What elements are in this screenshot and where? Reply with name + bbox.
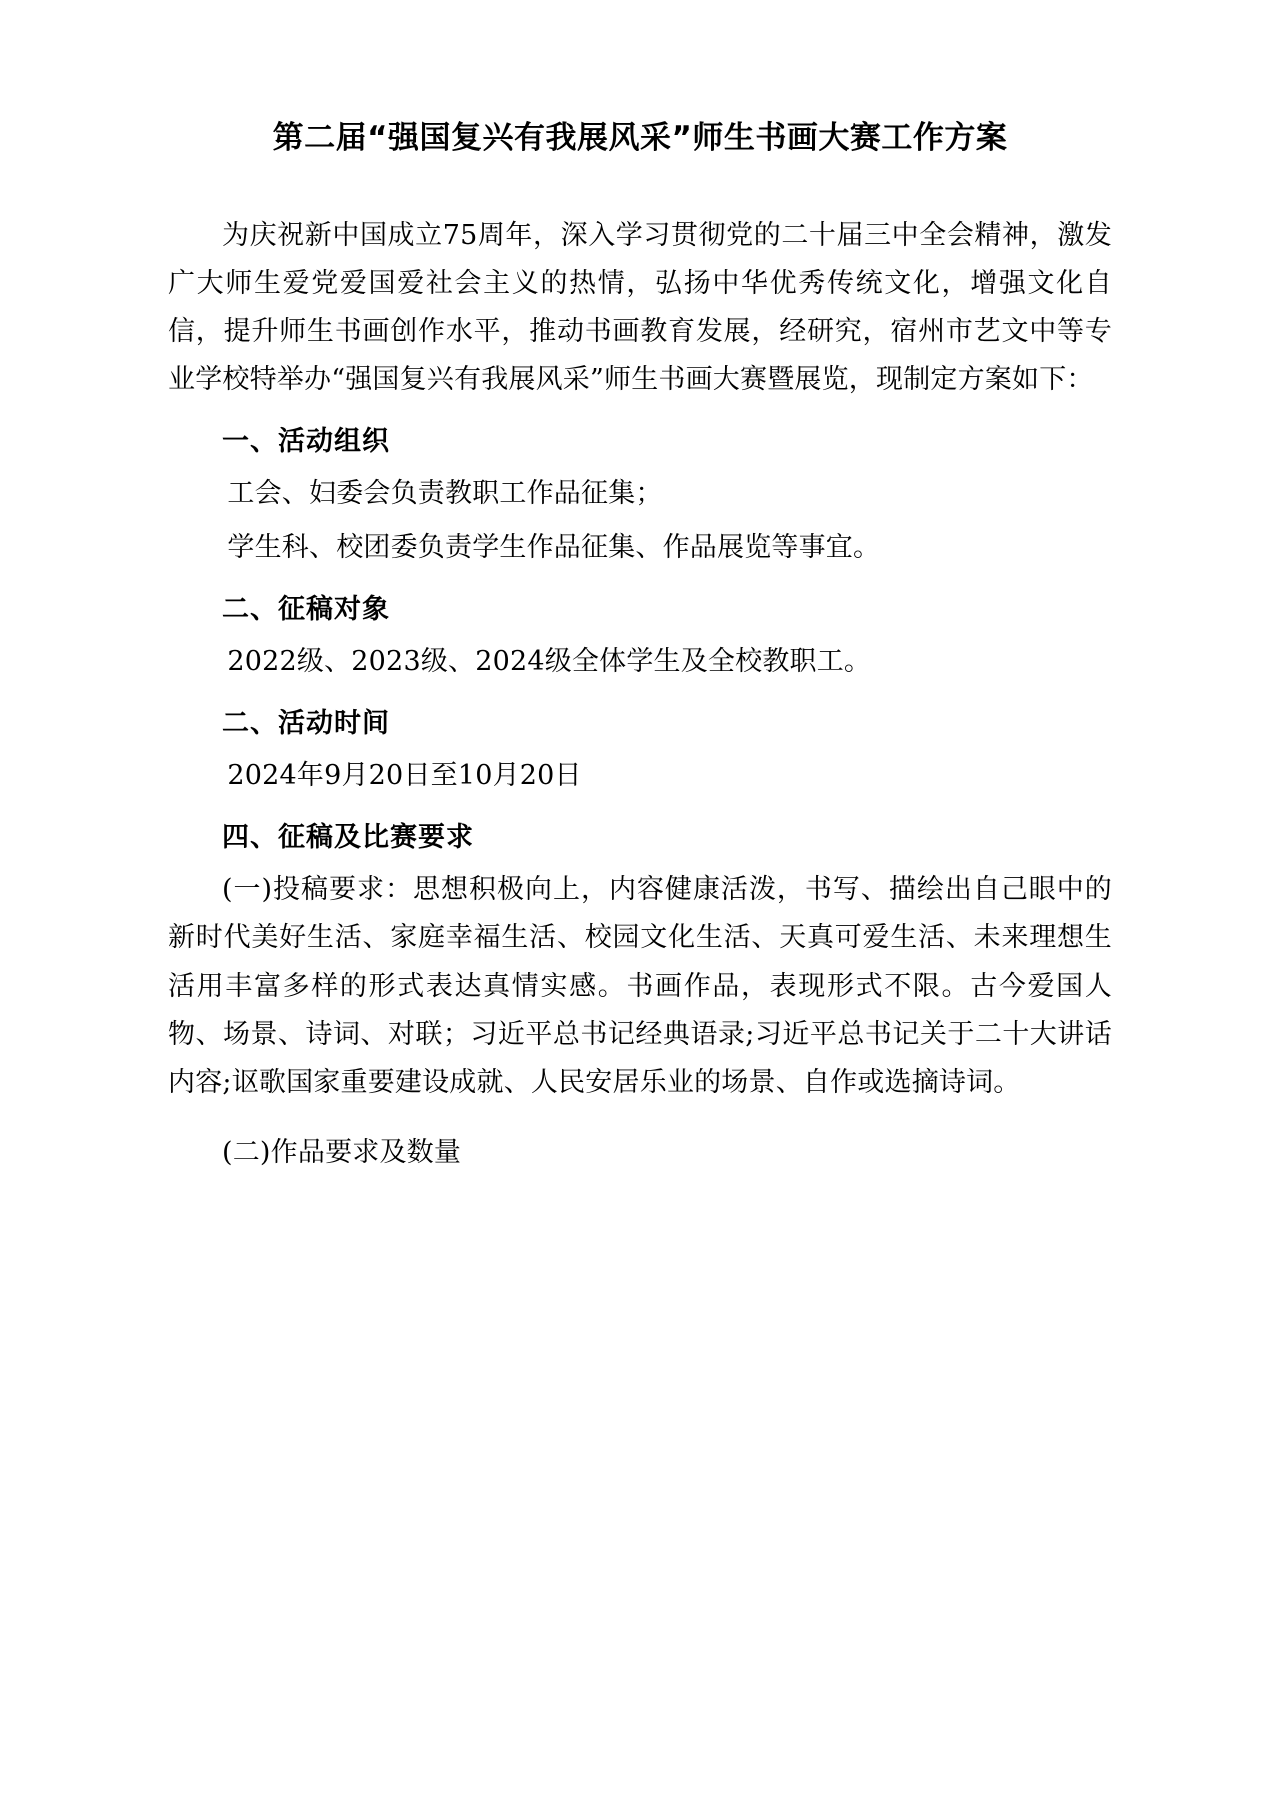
paragraph-union-collection: 工会、妇委会负责教职工作品征集； [227,478,663,510]
paragraph-submission-requirements: (一)投稿要求：思想积极向上，内容健康活泼，书写、描绘出自己眼中的新时代美好生活、家庭幸福生活、校园文化生活、天真可爱生活、未来理想生活用丰富多样的形式表达真情实感。书画作品，表现形式不限。古今爱国人物、场景、诗词、对联；习近平总书记经典语录;习近平总书记关于二十大讲话内容;讴歌国家重要建设成就、人民安居乐业的场景、自作或选摘诗词。 [168,874,1112,1098]
paragraph-audience-detail: 2022级、2023级、2024级全体学生及全校教职工。 [227,646,872,678]
page-title: 第二届“强国复兴有我展风采”师生书画大赛工作方案 [272,120,1008,156]
section-heading-time: 二、活动时间 [222,708,390,740]
paragraph-student-collection: 学生科、校团委负责学生作品征集、作品展览等事宜。 [227,532,881,564]
paragraph-spacer [168,1113,1112,1129]
paragraph-time-detail: 2024年9月20日至10月20日 [227,760,582,792]
section-heading-requirements: 四、征稿及比赛要求 [222,822,474,854]
paragraph-work-requirements: (二)作品要求及数量 [222,1136,462,1168]
section-heading-organization: 一、活动组织 [222,426,390,458]
section-heading-audience: 二、征稿对象 [222,594,390,626]
paragraph-intro: 为庆祝新中国成立75周年，深入学习贯彻党的二十届三中全会精神，激发广大师生爱党爱国爱社会主义的热情，弘扬中华优秀传统文化，增强文化自信，提升师生书画创作水平，推动书画教育发展，经研究，宿州市艺文中等专业学校特举办“强国复兴有我展风采”师生书画大赛暨展览，现制定方案如下： [168,219,1112,395]
